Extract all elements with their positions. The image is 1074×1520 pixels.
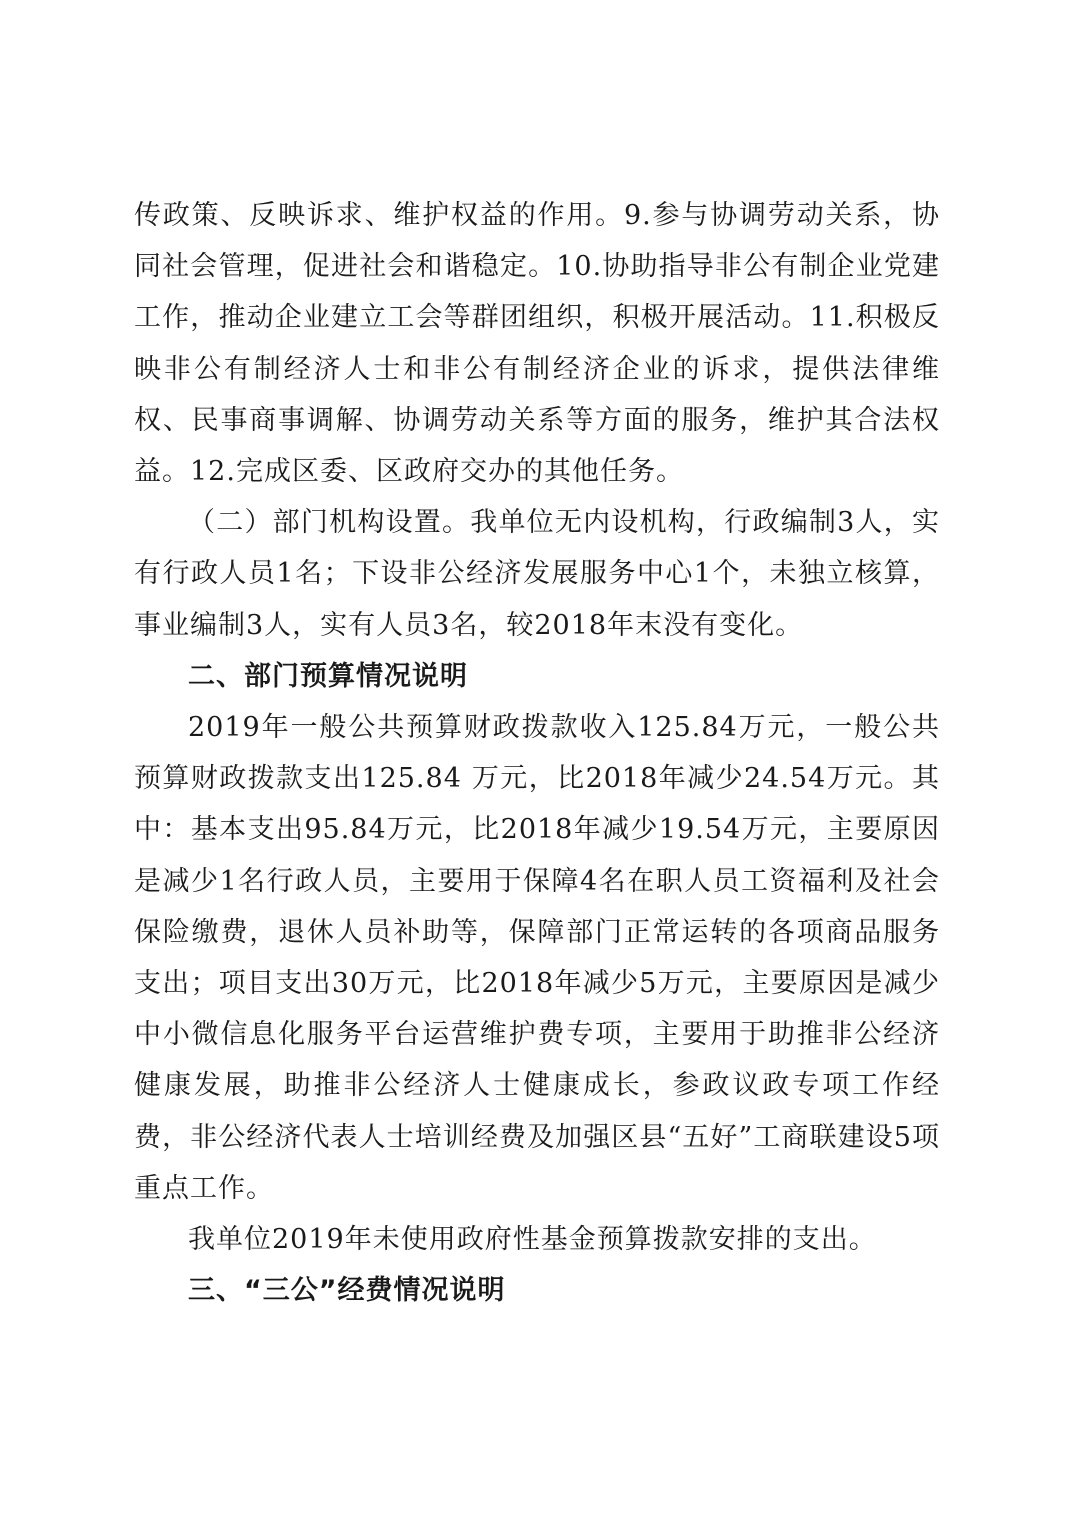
body-paragraph-duties-continued: 传政策、反映诉求、维护权益的作用。9.参与协调劳动关系，协同社会管理，促进社会和谐稳定。10.协助指导非公有制企业党建工作，推动企业建立工会等群团组织，积极开展活动。11.积极反映非公有制经济人士和非公有制经济企业的诉求，提供法律维权、民事商事调解、协调劳动关系等方面的服务，维护其合法权益。12.完成区委、区政府交办的其他任务。 xyxy=(134,200,940,488)
body-paragraph-fund-budget: 我单位2019年未使用政府性基金预算拨款安排的支出。 xyxy=(188,1224,877,1256)
body-paragraph-org-structure: （二）部门机构设置。我单位无内设机构，行政编制3人，实有行政人员1名；下设非公经济发展服务中心1个，未独立核算，事业编制3人，实有人员3名，较2018年末没有变化。 xyxy=(134,507,940,641)
section-heading-budget: 二、部门预算情况说明 xyxy=(188,660,468,692)
section-heading-three-public-expenses: 三、“三公”经费情况说明 xyxy=(188,1275,506,1307)
body-paragraph-budget-details: 2019年一般公共预算财政拨款收入125.84万元，一般公共预算财政拨款支出125.84 万元，比2018年减少24.54万元。其中：基本支出95.84万元，比2018年减少19.54万元，主要原因是减少1名行政人员，主要用于保障4名在职人员工资福利及社会保险缴费，退休人员补助等，保障部门正常运转的各项商品服务支出；项目支出30万元，比2018年减少5万元，主要原因是减少中小微信息化服务平台运营维护费专项，主要用于助推非公经济健康发展，助推非公经济人士健康成长，参政议政专项工作经费，非公经济代表人士培训经费及加强区县“五好”工商联建设5项重点工作。 xyxy=(134,712,940,1204)
